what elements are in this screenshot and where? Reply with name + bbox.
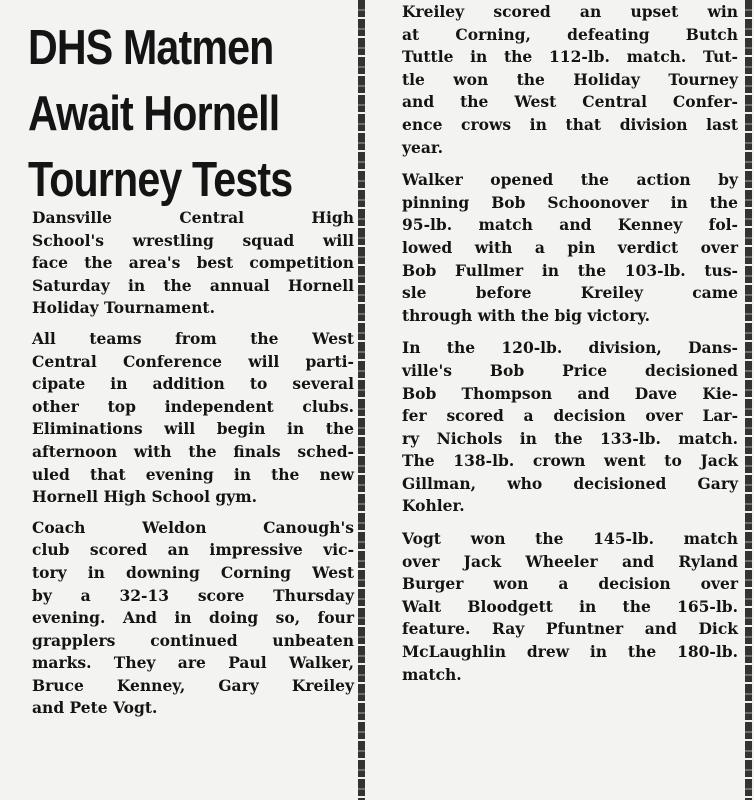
text-line: club scored an impressive vic- bbox=[32, 540, 354, 560]
text-line: Bob Thompson and Dave Kie- bbox=[402, 383, 738, 403]
text-line: over Jack Wheeler and Ryland bbox=[402, 551, 738, 571]
text-line: at Corning, defeating Butch bbox=[402, 24, 738, 44]
text-line: School's wrestling squad will bbox=[32, 230, 354, 250]
column-rule-left bbox=[358, 0, 365, 800]
text-line: ry Nichols in the 133-lb. match. bbox=[402, 428, 738, 448]
text-line: year. bbox=[402, 137, 444, 157]
text-line: Holiday Tournament. bbox=[32, 298, 215, 318]
text-line: All teams from the West bbox=[32, 328, 354, 348]
text-line: Bruce Kenney, Gary Kreiley bbox=[32, 675, 354, 695]
text-line: and Pete Vogt. bbox=[32, 698, 158, 718]
paragraph bbox=[32, 207, 354, 320]
text-line: ence crows in that division last bbox=[402, 114, 738, 134]
text-line: ville's Bob Price decisioned bbox=[402, 360, 738, 380]
text-line: other top independent clubs. bbox=[32, 396, 354, 416]
text-line: Burger won a decision over bbox=[402, 574, 738, 594]
left-column-body bbox=[32, 207, 354, 728]
text-line: Kreiley scored an upset win bbox=[402, 2, 738, 21]
text-line: The 138-lb. crown went to Jack bbox=[402, 451, 738, 471]
text-line: Vogt won the 145-lb. match bbox=[402, 529, 738, 549]
text-line: and the West Central Confer- bbox=[402, 92, 738, 112]
column-rule-right bbox=[745, 0, 752, 800]
text-line: Gillman, who decisioned Gary bbox=[402, 473, 738, 493]
text-line: afternoon with the finals sched- bbox=[32, 441, 354, 461]
text-line: pinning Bob Schoonover in the bbox=[402, 192, 738, 212]
text-line: uled that evening in the new bbox=[32, 464, 354, 484]
right-column bbox=[385, 0, 747, 800]
text-line: Central Conference will parti- bbox=[32, 351, 354, 371]
text-line: feature. Ray Pfuntner and Dick bbox=[402, 619, 738, 639]
text-line: Walt Bloodgett in the 165-lb. bbox=[402, 596, 738, 616]
paragraph bbox=[402, 169, 738, 327]
left-column bbox=[0, 0, 358, 800]
text-line: Walker opened the action by bbox=[402, 170, 738, 190]
headline bbox=[28, 15, 364, 213]
text-line: marks. They are Paul Walker, bbox=[32, 653, 354, 673]
text-line: match. bbox=[402, 664, 462, 684]
text-line: evening. And in doing so, four bbox=[32, 608, 354, 628]
text-line: face the area's best competition bbox=[32, 253, 354, 273]
paragraph bbox=[402, 337, 738, 518]
text-line: Saturday in the annual Hornell bbox=[32, 275, 354, 295]
text-line: lowed with a pin verdict over bbox=[402, 237, 738, 257]
text-line: tory in downing Corning West bbox=[32, 562, 354, 582]
headline-line-3: Tourney Tests bbox=[28, 153, 293, 207]
text-line: 95-lb. match and Kenney fol- bbox=[402, 215, 738, 235]
headline-line-1: DHS Matmen bbox=[28, 21, 274, 75]
text-line: fer scored a decision over Lar- bbox=[402, 406, 738, 426]
headline-line-2: Await Hornell bbox=[28, 87, 280, 141]
text-line: McLaughlin drew in the 180-lb. bbox=[402, 642, 738, 662]
paragraph bbox=[402, 1, 738, 159]
text-line: Bob Fullmer in the 103-lb. tus- bbox=[402, 260, 738, 280]
text-line: Eliminations will begin in the bbox=[32, 419, 354, 439]
text-line: tle won the Holiday Tourney bbox=[402, 69, 738, 89]
right-column-body bbox=[402, 1, 738, 696]
text-line: by a 32-13 score Thursday bbox=[32, 585, 354, 605]
text-line: cipate in addition to several bbox=[32, 374, 354, 394]
text-line: through with the big victory. bbox=[402, 305, 651, 325]
text-line: sle before Kreiley came bbox=[402, 283, 738, 303]
text-line: Tuttle in the 112-lb. match. Tut- bbox=[402, 47, 738, 67]
text-line: Coach Weldon Canough's bbox=[32, 517, 354, 537]
paragraph bbox=[402, 528, 738, 686]
paragraph bbox=[32, 328, 354, 509]
paragraph bbox=[32, 517, 354, 720]
text-line: Kohler. bbox=[402, 496, 465, 516]
text-line: grapplers continued unbeaten bbox=[32, 630, 354, 650]
text-line: Hornell High School gym. bbox=[32, 487, 257, 507]
text-line: In the 120-lb. division, Dans- bbox=[402, 338, 738, 358]
text-line: Dansville Central High bbox=[32, 208, 354, 227]
